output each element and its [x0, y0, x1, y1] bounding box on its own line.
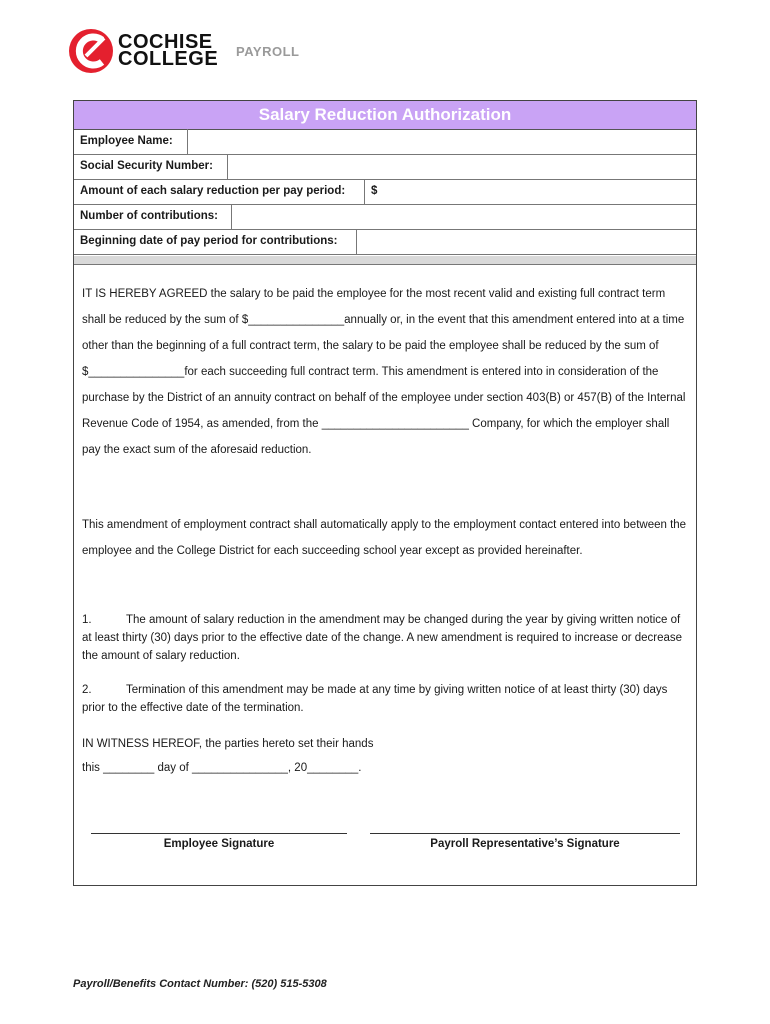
- payroll-signature-label: Payroll Representative’s Signature: [430, 838, 620, 850]
- field-label: Beginning date of pay period for contributions:: [80, 235, 338, 247]
- form-title: Salary Reduction Authorization: [74, 101, 696, 130]
- ssn-input[interactable]: [227, 154, 696, 179]
- clause-number: 2.: [82, 684, 92, 696]
- salary-reduction-form: [73, 100, 697, 886]
- college-name: [118, 31, 219, 70]
- contact-footer: Payroll/Benefits Contact Number: (520) 515-5308: [73, 978, 327, 990]
- field-employee-name: [74, 129, 696, 155]
- college-logo-icon: [66, 26, 116, 76]
- field-value: $: [371, 185, 378, 197]
- clause-1: [82, 611, 690, 665]
- field-ssn: [74, 154, 696, 180]
- employee-signature-label: Employee Signature: [163, 838, 275, 850]
- witness-line-1: IN WITNESS HEREOF, the parties hereto set their hands: [82, 738, 374, 750]
- clause-number: 1.: [82, 614, 92, 626]
- section-divider: [74, 256, 696, 265]
- witness-block: [82, 732, 690, 780]
- clause-2: [82, 681, 690, 717]
- witness-line-2: this ________ day of _______________, 20________.: [82, 762, 362, 774]
- employee-signature-line[interactable]: [91, 833, 347, 834]
- department-label: PAYROLL: [236, 44, 300, 59]
- agreement-paragraph: IT IS HEREBY AGREED the salary to be paid the employee for the most recent valid and existing full contract term shall be reduced by the sum of $_______________annually or, in the event that this amendment entered into at a time other than the beginning of a full contract term, the salary to be paid the employee shall be reduced by the sum of $_______________for each succeeding full contract term. This amendment is entered into in consideration of the purchase by the District of an annuity contract on behalf of the employee under section 403(B) or 457(B) of the Internal Revenue Code of 1954, as amended, from the _______________________ Company, for which the employer shall pay the exact sum of the aforesaid reduction.: [82, 288, 686, 456]
- college-name-line1: COCHISE: [118, 31, 213, 53]
- employee-name-input[interactable]: [187, 129, 696, 154]
- amendment-paragraph: This amendment of employment contract shall automatically apply to the employment contact entered into between the employee and the College District for each succeeding school year except as provided hereinafter.: [82, 519, 687, 557]
- payroll-signature-line[interactable]: [370, 833, 680, 834]
- field-reduction-amount: [74, 179, 696, 205]
- college-header: [66, 26, 366, 82]
- reduction-amount-input[interactable]: [364, 179, 696, 204]
- college-name-line2: COLLEGE: [118, 48, 219, 70]
- field-label: Social Security Number:: [80, 160, 213, 172]
- field-label: Amount of each salary reduction per pay period:: [80, 185, 346, 197]
- contributions-input[interactable]: [231, 204, 696, 229]
- field-contributions: [74, 204, 696, 230]
- clause-text: Termination of this amendment may be made at any time by giving written notice of at least thirty (30) days prior to the effective date of the termination.: [82, 684, 668, 714]
- beginning-date-input[interactable]: [356, 229, 696, 254]
- field-label: Number of contributions:: [80, 210, 218, 222]
- field-label: Employee Name:: [80, 135, 173, 147]
- field-beginning-date: [74, 229, 696, 255]
- clause-text: The amount of salary reduction in the amendment may be changed during the year by giving written notice of at least thirty (30) days prior to the effective date of the change. A new amendment is required to increase or decrease the amount of salary reduction.: [82, 614, 683, 662]
